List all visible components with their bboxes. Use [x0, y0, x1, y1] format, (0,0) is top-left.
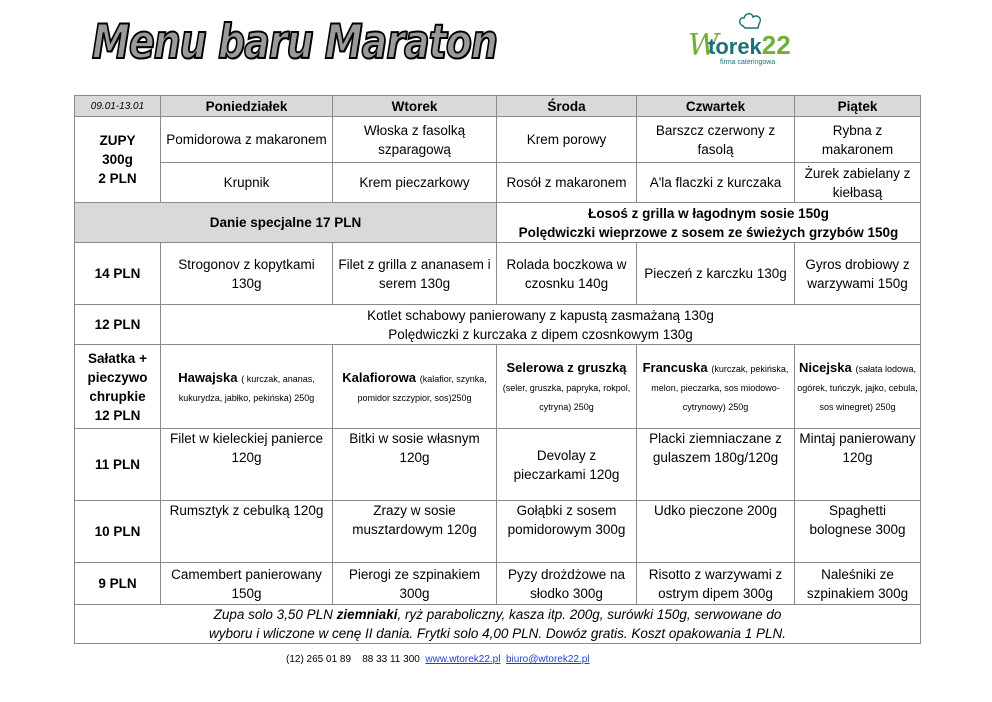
day-thursday: Czwartek [637, 96, 795, 117]
logo-subtitle: firma cateringowa [720, 59, 776, 66]
soup-row-2 [75, 163, 921, 203]
menu-item: Krupnik [161, 163, 333, 203]
menu-item: Filet w kieleckiej panierce 120g [161, 429, 333, 501]
price-row-12 [75, 305, 921, 345]
menu-item: Devolay z pieczarkami 120g [497, 429, 637, 501]
logo-wordmark: torek22 [708, 30, 791, 60]
price-row-14 [75, 243, 921, 305]
menu-item: Żurek zabielany z kiełbasą [795, 163, 921, 203]
soup-label: ZUPY 300g 2 PLN [75, 117, 161, 203]
day-wednesday: Środa [497, 96, 637, 117]
price-label: 11 PLN [75, 429, 161, 501]
salad-item: Kalafiorowa (kalafior, szynka, pomidor szczypior, sos)250g [333, 345, 497, 429]
day-tuesday: Wtorek [333, 96, 497, 117]
menu-item: Rolada boczkowa w czosnku 140g [497, 243, 637, 305]
menu-item: Pyzy drożdżowe na słodko 300g [497, 563, 637, 605]
menu-item: Strogonov z kopytkami 130g [161, 243, 333, 305]
menu-item: Kotlet schabowy panierowany z kapustą zasmażaną 130g Polędwiczki z kurczaka z dipem czosnkowym 130g [161, 305, 921, 345]
menu-item: Spaghetti bolognese 300g [795, 501, 921, 563]
phone-2: 88 33 11 300 [362, 654, 420, 665]
price-label: 9 PLN [75, 563, 161, 605]
salad-row [75, 345, 921, 429]
menu-table [74, 95, 921, 644]
chef-hat-icon [738, 12, 764, 32]
menu-item: Pieczeń z karczku 130g [637, 243, 795, 305]
salad-item: Hawajska ( kurczak, ananas, kukurydza, jabłko, pekińska) 250g [161, 345, 333, 429]
special-dishes: Łosoś z grilla w łagodnym sosie 150g Polędwiczki wieprzowe z sosem ze świeżych grzybów 150g [497, 203, 921, 243]
menu-item: Gyros drobiowy z warzywami 150g [795, 243, 921, 305]
menu-item: Pierogi ze szpinakiem 300g [333, 563, 497, 605]
menu-item: Rumsztyk z cebulką 120g [161, 501, 333, 563]
special-label: Danie specjalne 17 PLN [75, 203, 497, 243]
price-label: 12 PLN [75, 305, 161, 345]
phone-1: (12) 265 01 89 [286, 654, 352, 665]
menu-item: Bitki w sosie własnym 120g [333, 429, 497, 501]
menu-item: Pomidorowa z makaronem [161, 117, 333, 163]
menu-item: Gołąbki z sosem pomidorowym 300g [497, 501, 637, 563]
menu-item: Rosół z makaronem [497, 163, 637, 203]
page-title: Menu baru Maraton [92, 14, 497, 69]
price-row-9 [75, 563, 921, 605]
menu-item: Udko pieczone 200g [637, 501, 795, 563]
salad-item: Selerowa z gruszką (seler, gruszka, papryka, rokpol, cytryna) 250g [497, 345, 637, 429]
menu-item: Mintaj panierowany 120g [795, 429, 921, 501]
price-label: 10 PLN [75, 501, 161, 563]
soup-row-1 [75, 117, 921, 163]
salad-item: Francuska (kurczak, pekińska, melon, pieczarka, sos miodowo-cytrynowy) 250g [637, 345, 795, 429]
menu-item: Zrazy w sosie musztardowym 120g [333, 501, 497, 563]
menu-item: Risotto z warzywami z ostrym dipem 300g [637, 563, 795, 605]
menu-item: Krem porowy [497, 117, 637, 163]
logo-mark: W [688, 28, 719, 63]
menu-item: Camembert panierowany 150g [161, 563, 333, 605]
menu-item: Barszcz czerwony z fasolą [637, 117, 795, 163]
menu-item: Rybna z makaronem [795, 117, 921, 163]
footnote-row [75, 605, 921, 644]
date-range: 09.01-13.01 [75, 96, 161, 117]
price-row-11 [75, 429, 921, 501]
footnote: Zupa solo 3,50 PLN ziemniaki, ryż paraboliczny, kasza itp. 200g, surówki 150g, serwowane do wyboru i wliczone w cenę II dania. Frytki solo 4,00 PLN. Dowóz gratis. Koszt opakowania 1 PLN. [75, 605, 921, 644]
salad-label: Sałatka + pieczywo chrupkie 12 PLN [75, 345, 161, 429]
menu-item: Krem pieczarkowy [333, 163, 497, 203]
salad-item: Nicejska (sałata lodowa, ogórek, tuńczyk, jajko, cebula, sos winegret) 250g [795, 345, 921, 429]
day-monday: Poniedziałek [161, 96, 333, 117]
day-friday: Piątek [795, 96, 921, 117]
company-logo [676, 10, 816, 74]
menu-item: A'la flaczki z kurczaka [637, 163, 795, 203]
special-row [75, 203, 921, 243]
email-link[interactable]: biuro@wtorek22.pl [506, 654, 590, 665]
menu-item: Placki ziemniaczane z gulaszem 180g/120g [637, 429, 795, 501]
menu-item: Filet z grilla z ananasem i serem 130g [333, 243, 497, 305]
price-row-10 [75, 501, 921, 563]
menu-item: Naleśniki ze szpinakiem 300g [795, 563, 921, 605]
website-link[interactable]: www.wtorek22.pl [425, 654, 501, 665]
price-label: 14 PLN [75, 243, 161, 305]
header-row [75, 96, 921, 117]
menu-item: Włoska z fasolką szparagową [333, 117, 497, 163]
contact-line [286, 654, 590, 665]
